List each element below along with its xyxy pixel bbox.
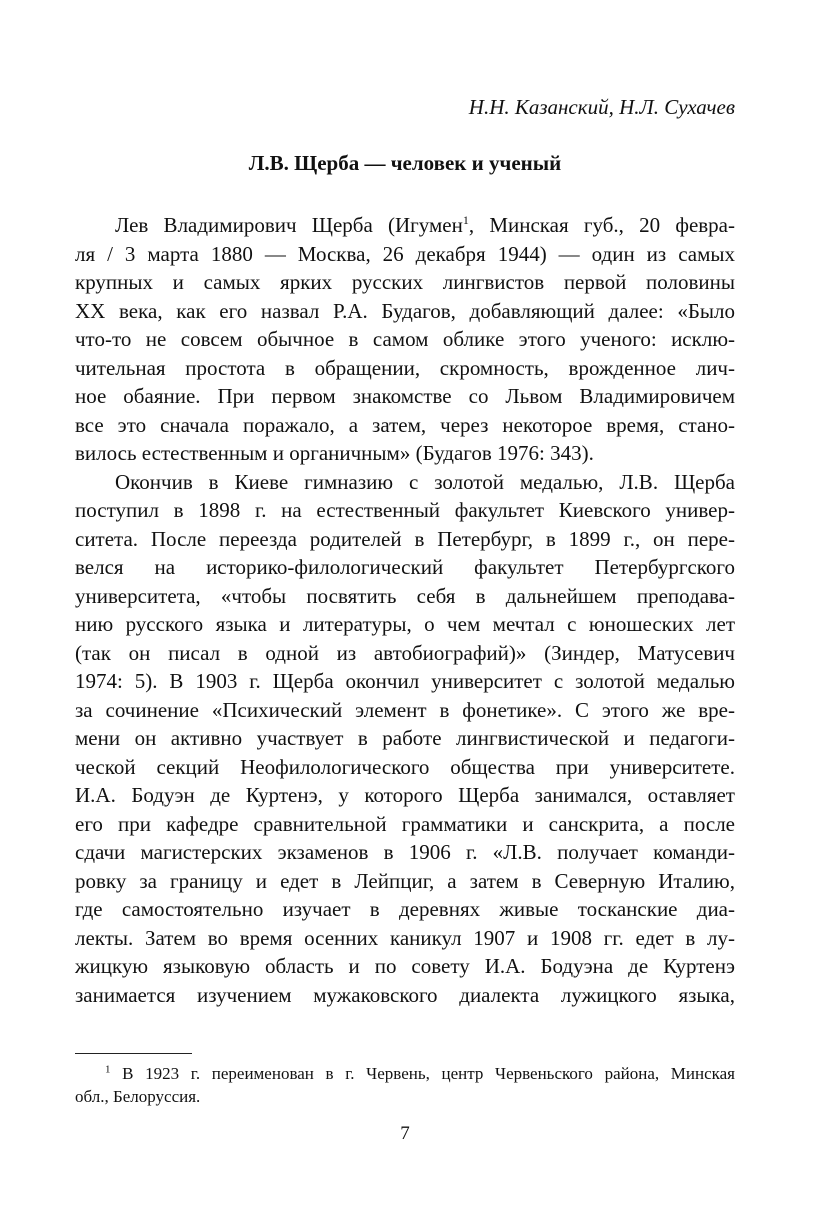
text-line: его при кафедре сравнительной грамматики и санскрита, а после [75,811,735,836]
text-line: за сочинение «Психический элемент в фонетике». С этого же вре- [75,697,735,722]
text-line: сдачи магистерских экзаменов в 1906 г. «Л.В. получает команди- [75,840,735,864]
text-line: XX века, как его назвал Р.А. Будагов, добавляющий далее: «Было [75,298,735,323]
text-line: вилось естественным и органичным» (Будагов 1976: 343). [75,441,594,465]
text-line: университета, «чтобы посвятить себя в дальнейшем преподава- [75,583,735,608]
page-number: 7 [400,1123,410,1144]
text-line: ля / 3 марта 1880 — Москва, 26 декабря 1944) — один из самых [75,241,735,266]
text-line: Лев Владимирович Щерба (Игумен$^1$, Минская губ., 20 февра- [115,213,735,237]
text-line: чительная простота в обращении, скромность, врожденное лич- [75,355,735,380]
text-line: крупных и самых ярких русских лингвистов первой половины [75,270,735,294]
text-line: ное обаяние. При первом знакомстве со Львом Владимировичем [75,384,735,408]
text-line: что-то не совсем обычное в самом облике этого ученого: исклю- [75,327,735,351]
text-line: ровку за границу и едет в Лейпциг, а затем в Северную Италию, [75,868,735,893]
text-line: ческой секций Неофилологического общества при университете. [75,754,735,779]
text-line: нию русского языка и литературы, о чем мечтал с юношеских лет [75,612,735,636]
text-line: жицкую языковую область и по совету И.А. Бодуэна де Куртенэ [75,954,735,978]
text-line: мени он активно участвует в работе лингвистической и педагоги- [75,726,735,750]
text-line: лекты. Затем во время осенних каникул 1907 и 1908 гг. едет в лу- [75,925,735,950]
article-body [75,211,735,1009]
footnote-line: $^1$ В 1923 г. переименован в г. Червень, центр Червеньского района, Минская [105,1063,735,1083]
footnote-marker[interactable]: 1 [462,213,469,227]
text-line: занимается изучением мужаковского диалекта лужицкого языка, [75,982,735,1007]
text-line: где самостоятельно изучает в деревнях живые тосканские диа- [75,897,735,921]
article-title: Л.В. Щерба — человек и ученый [248,151,562,175]
footnote-separator [75,1053,192,1054]
text-line: И.А. Бодуэн де Куртенэ, у которого Щерба занимался, оставляет [75,783,735,807]
text-line: поступил в 1898 г. на естественный факультет Киевского универ- [75,498,735,522]
footnote [75,1062,735,1108]
text-line: ситета. После переезда родителей в Петербург, в 1899 г., он пере- [75,526,735,551]
footnote-line: обл., Белоруссия. [75,1087,201,1106]
text-line: 1974: 5). В 1903 г. Щерба окончил университет с золотой медалью [75,669,735,693]
text-line: Окончив в Киеве гимназию с золотой медалью, Л.В. Щерба [115,469,735,494]
text-line: все это сначала поражало, а затем, через некоторое время, стано- [75,412,735,437]
text-line: велся на историко-филологический факультет Петербургского [75,555,735,579]
text-line: (так он писал в одной из автобиографий)» (Зиндер, Матусевич [75,640,735,665]
running-header-authors: Н.Н. Казанский, Н.Л. Сухачев [468,95,735,119]
footnote-number: 1 [105,1063,111,1076]
